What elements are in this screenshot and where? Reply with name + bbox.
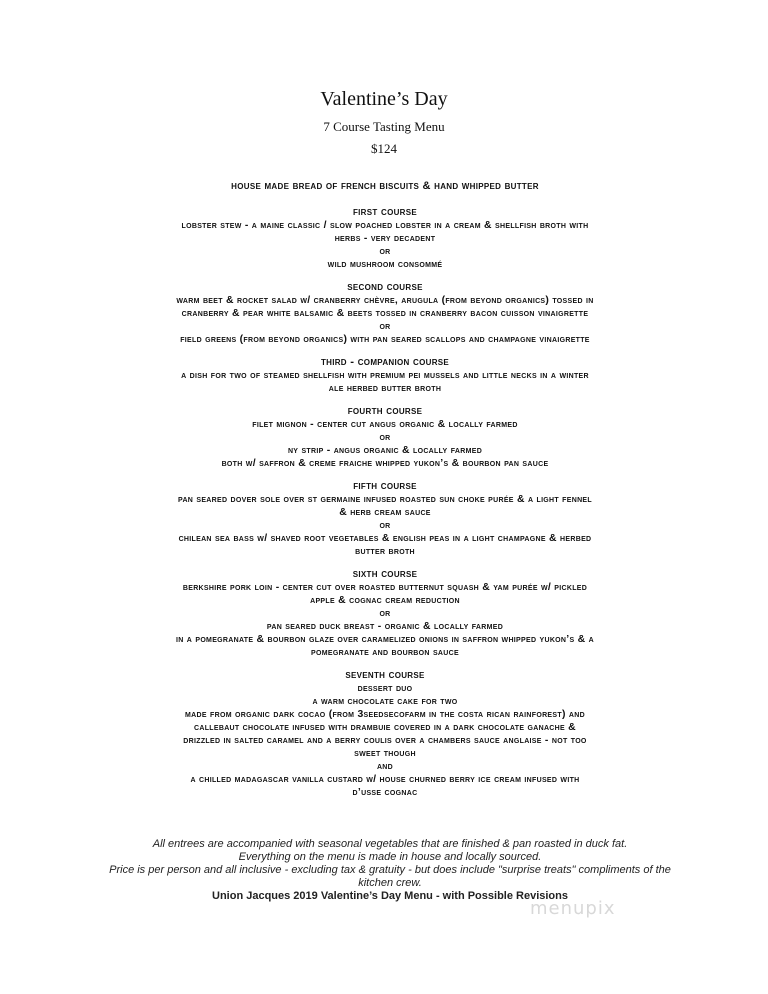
dish-line: dessert duo [357, 683, 413, 694]
course-title: third - companion course [320, 356, 450, 368]
dish-line: lobster stew - a maine classic / slow poached lobster in a cream & shellfish broth with [181, 220, 589, 231]
course-title: sixth course [352, 568, 418, 580]
dish-line: sweet though [354, 748, 416, 759]
course-section [80, 206, 690, 271]
dish-line: cranberry & pear white balsamic & beets tossed in cranberry bacon cuisson vinaigrette [181, 308, 589, 319]
dish-line: pan seared dover sole over st germaine infused roasted sun choke purée & a light fennel [178, 494, 592, 505]
course-section [80, 568, 690, 659]
dish-line: drizzled in salted caramel and a berry coulis over a chambers sauce anglaise - not too [183, 735, 587, 746]
course-section [80, 405, 690, 470]
dish-line: pan seared duck breast - organic & locally farmed [266, 621, 504, 632]
dish-line: field greens (from beyond organics) with pan seared scallops and champagne vinaigrette [180, 334, 590, 345]
menu-subtitle: 7 Course Tasting Menu [323, 119, 445, 134]
dish-line: a dish for two of steamed shellfish with premium pei mussels and little necks in a winter [181, 370, 589, 381]
footer-credit: Union Jacques 2019 Valentine’s Day Menu - with Possible Revisions [212, 890, 568, 902]
course-section [80, 281, 690, 346]
course-title: second course [347, 281, 423, 293]
dish-line: a chilled madagascar vanilla custard w/ house churned berry ice cream infused with [190, 774, 580, 785]
menu-title: Valentine’s Day [320, 88, 448, 110]
menu-footer [90, 838, 690, 903]
menu-body [80, 180, 690, 809]
dish-line: berkshire pork loin - center cut over roasted butternut squash & yam purée w/ pickled [182, 582, 588, 593]
separator-text: or [379, 246, 391, 257]
separator-text: and [376, 761, 394, 772]
dish-line: d’usse cognac [352, 787, 418, 798]
dish-line: ny strip - angus organic & locally farmed [287, 445, 483, 456]
dish-line: & herb cream sauce [339, 507, 431, 518]
dish-line: in a pomegranate & bourbon glaze over caramelized onions in saffron whipped yukon’s & a [176, 634, 594, 645]
dish-line: callebaut chocolate infused with drambuie covered in a dark chocolate ganache & [194, 722, 576, 733]
footer-note-4: kitchen crew. [358, 877, 422, 889]
footer-note-2: Everything on the menu is made in house and locally sourced. [238, 851, 542, 863]
separator-text: or [379, 608, 391, 619]
dish-line: ale herbed butter broth [328, 383, 442, 394]
dish-line: pomegranate and bourbon sauce [311, 647, 459, 658]
footer-note-3: Price is per person and all inclusive - excluding tax & gratuity - but does include "surprise treats" compliments of the [109, 864, 671, 876]
dish-line: warm beet & rocket salad w/ cranberry chèvre, arugula (from beyond organics) tossed in [176, 295, 594, 306]
watermark-logo: menupix [530, 898, 616, 919]
dish-line: filet mignon - center cut angus organic & locally farmed [252, 419, 518, 430]
course-title: fifth course [353, 480, 417, 492]
dish-line: apple & cognac cream reduction [310, 595, 460, 606]
course-section [80, 480, 690, 558]
dish-line: both w/ saffron & creme fraiche whipped yukon’s & bourbon pan sauce [221, 458, 549, 469]
courses-list [80, 206, 690, 799]
separator-text: or [379, 520, 391, 531]
dish-line: chilean sea bass w/ shaved root vegetables & english peas in a light champagne & herbed [178, 533, 592, 544]
dish-line: butter broth [355, 546, 415, 557]
course-title: fourth course [347, 405, 423, 417]
footer-note-1: All entrees are accompanied with seasonal vegetables that are finished & pan roasted in duck fat. [152, 838, 628, 850]
course-title: seventh course [345, 669, 425, 681]
separator-text: or [379, 432, 391, 443]
dish-line: herbs - very decadent [334, 233, 436, 244]
dish-line: a warm chocolate cake for two [312, 696, 458, 707]
menu-price: $124 [371, 141, 397, 156]
separator-text: or [379, 321, 391, 332]
course-section [80, 669, 690, 799]
course-section [80, 356, 690, 395]
course-title: first course [352, 206, 418, 218]
dish-line: made from organic dark cocao (from 3seedsecofarm in the costa rican rainforest) and [185, 709, 585, 720]
bread-line: house made bread of french biscuits & hand whipped butter [231, 180, 539, 192]
dish-line: wild mushroom consommé [327, 259, 443, 270]
